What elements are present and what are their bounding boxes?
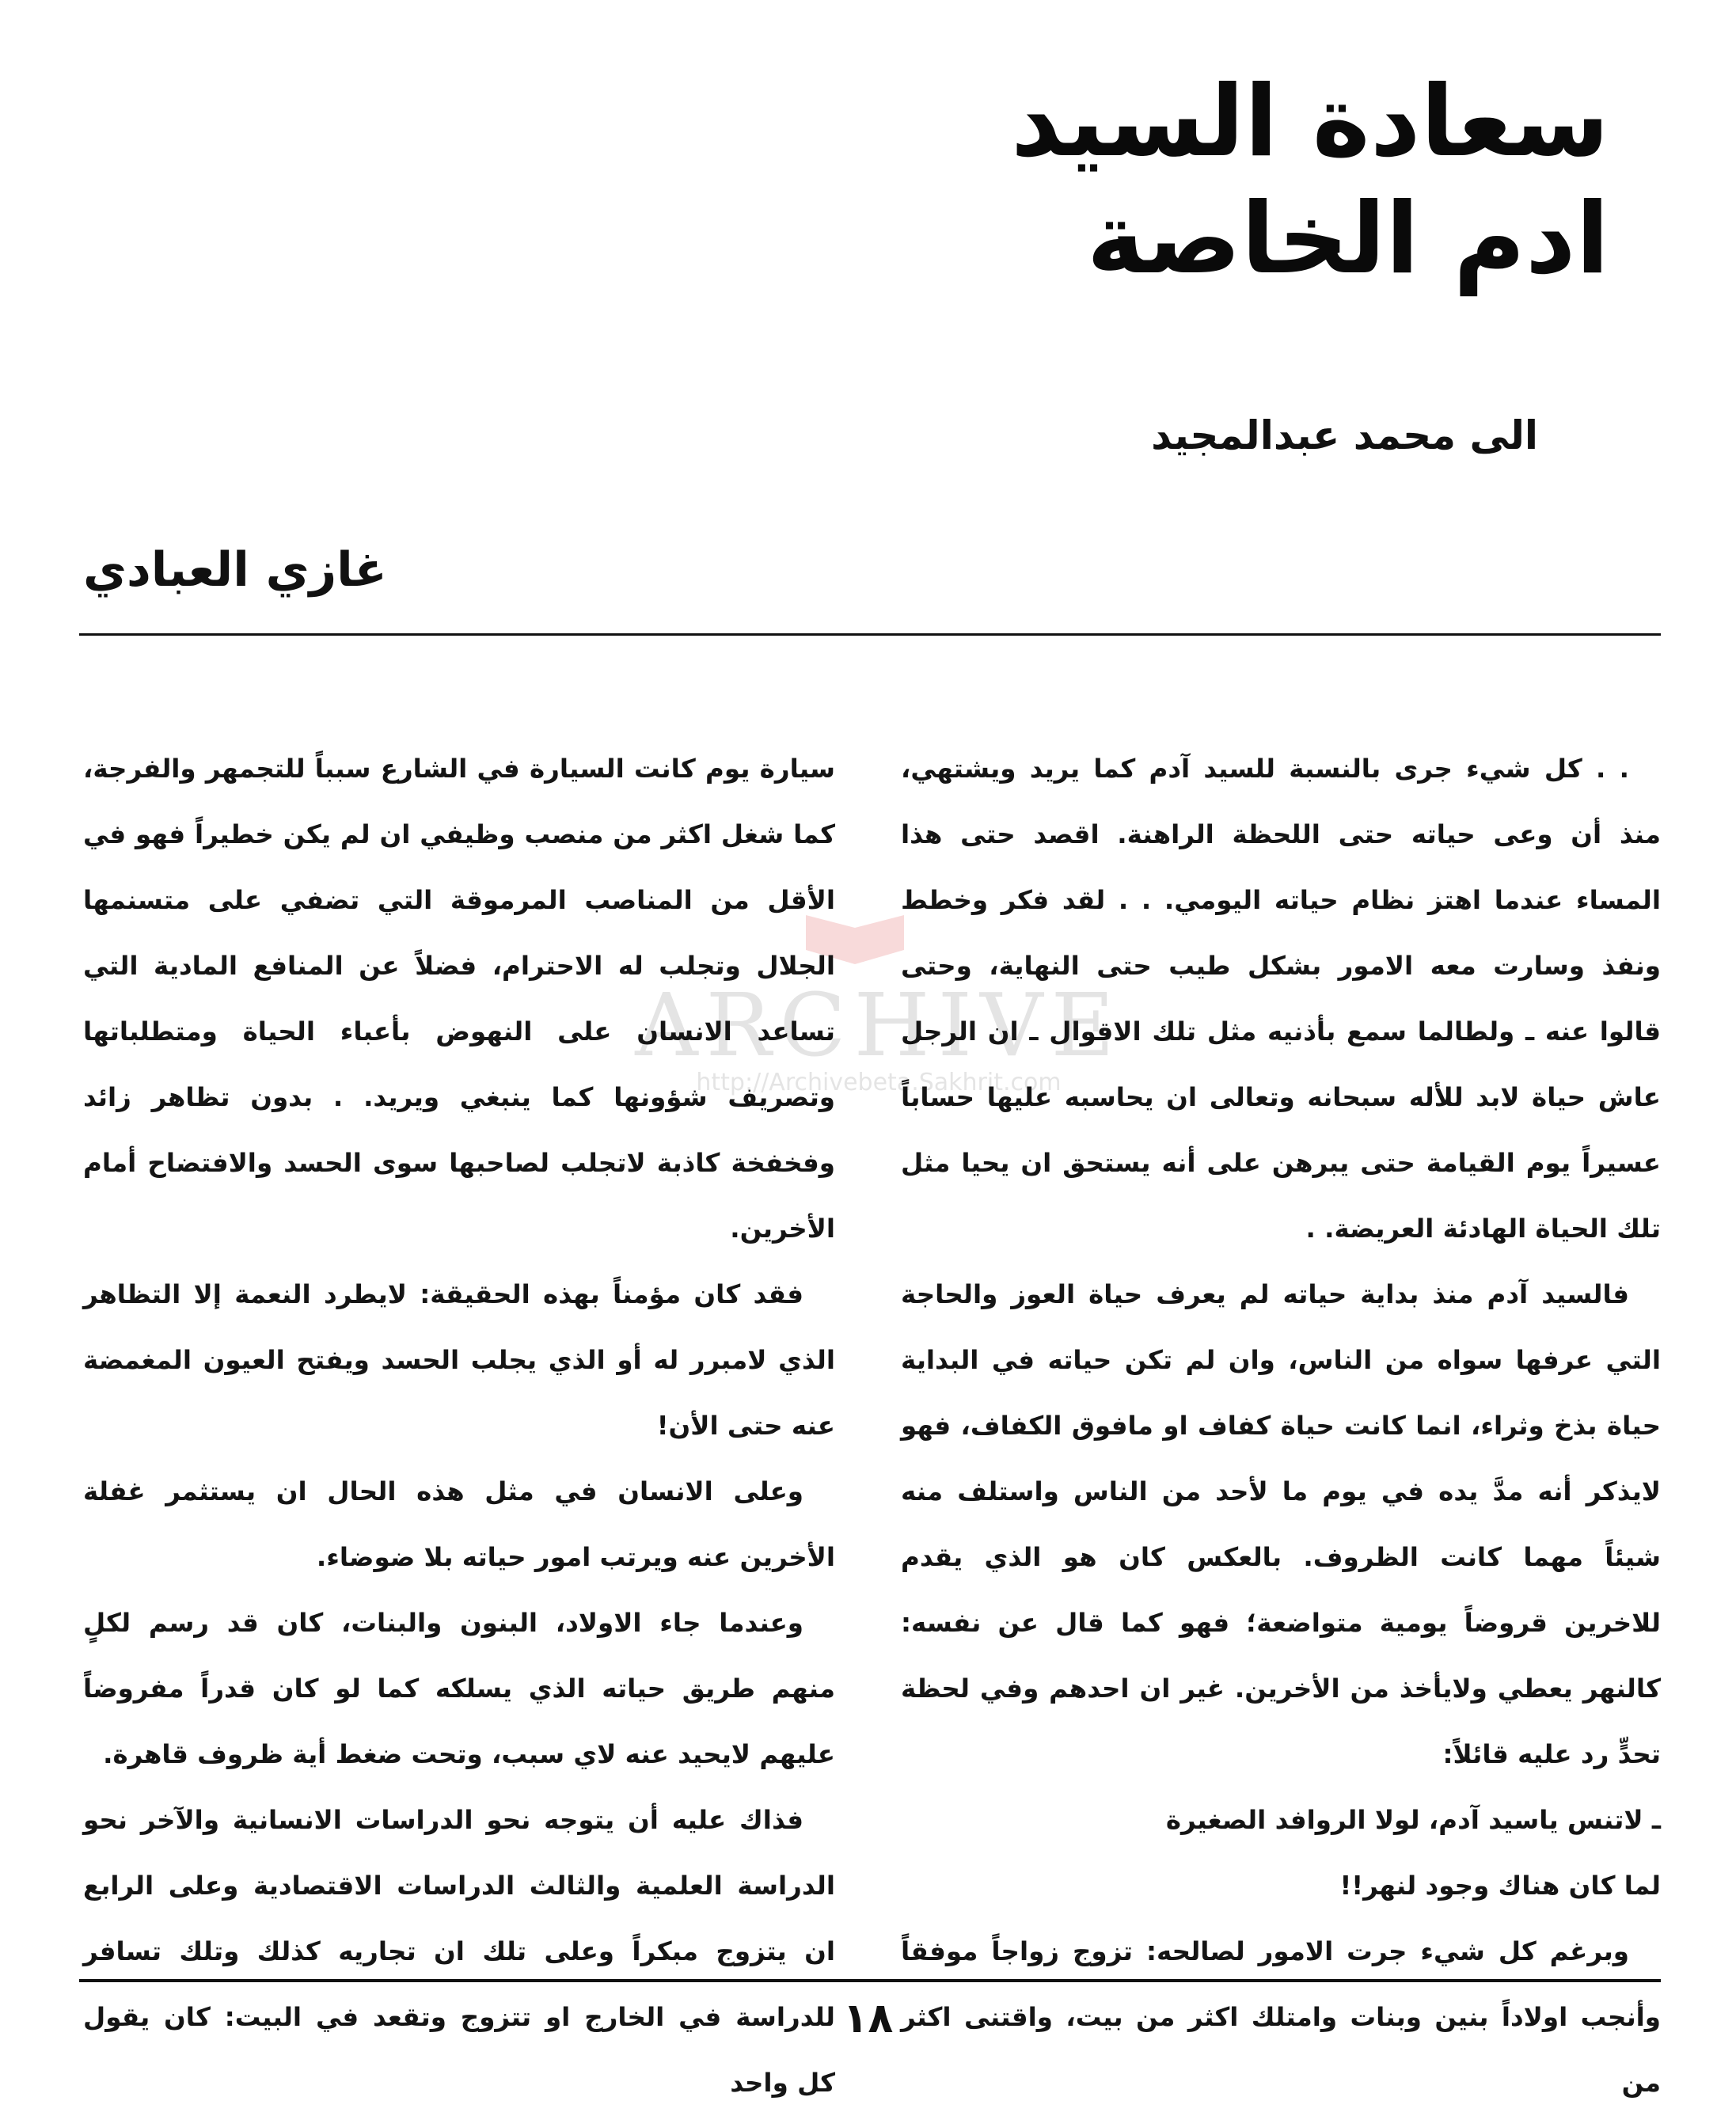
article-title (897, 63, 1609, 298)
footer-divider (79, 1979, 1661, 1982)
header-divider (79, 633, 1661, 636)
paragraph: . . كل شيء جرى بالنسبة للسيد آدم كما يريد ويشتهي، منذ أن وعى حياته حتى اللحظة الراهنة. اقصد حتى هذا المساء عندما اهتز نظام حياته اليومي. . . لقد فكر وخطط ونفذ وسارت معه الامور بشكل طيب حتى النهاية، وحتى قالوا عنه ـ ولطالما سمع بأذنيه مثل تلك الاقوال ـ ان الرجل عاش حياة لابد للأله سبحانه وتعالى ان يحاسبه عليها حساباً عسيراً يوم القيامة حتى يبرهن على أنه يستحق ان يحيا مثل تلك الحياة الهادئة العريضة. . (901, 754, 1661, 1244)
watermark-text: ARCHIVE (635, 974, 1123, 1076)
book-right-page (855, 915, 904, 964)
text-column-left (83, 736, 835, 2098)
paragraph: وبرغم كل شيء جرت الامور لصالحه: تزوج زواجاً موفقاً وأنجب اولاداً بنين وبنات وامتلك اكثر من بيت، واقتنى اكثر من (901, 1936, 1661, 2098)
article-title-line-2: ادم الخاصة (1086, 182, 1609, 296)
watermark-url: http://Archivebeta.Sakhrit.com (696, 1069, 1062, 1096)
author-name-text: غازي العبادي (83, 542, 387, 598)
author-name (83, 538, 796, 602)
dedication: الى محمد عبدالمجيد (1151, 412, 1538, 458)
text-column-right (901, 736, 1661, 2098)
paragraph: فالسيد آدم منذ بداية حياته لم يعرف حياة العوز والحاجة التي عرفها سواه من الناس، وان لم تكن حياته في البداية حياة بذخ وثراء، انما كانت حياة كفاف او مافوق الكفاف، فهو لايذكر أنه مدَّ يده في يوم ما لأحد من الناس واستلف منه شيئاً مهما كانت الظروف. بالعكس كان هو الذي يقدم للاخرين قروضاً يومية متواضعة؛ فهو كما قال عن نفسه: كالنهر يعطي ولايأخذ من الأخرين. غير ان احدهم وفي لحظة تحدٍّ رد عليه قائلاً: (901, 1279, 1661, 1769)
quote-line: ـ لاتنس ياسيد آدم، لولا الروافد الصغيرة (1165, 1805, 1661, 1835)
paragraph: سيارة يوم كانت السيارة في الشارع سبباً للتجمهر والفرجة، كما شغل اكثر من منصب وظيفي ان لم يكن خطيراً فهو في الأقل من المناصب المرموقة التي تضفي على متسنمها الجلال وتجلب له الاحترام، فضلاً عن المنافع المادية التي تساعد الانسان على النهوض بأعباء الحياة ومتطلباتها وتصريف شؤونها كما ينبغي ويريد. . بدون تظاهر زائد وفخفخة كاذبة لاتجلب لصاحبها سوى الحسد والافتضاح أمام الأخرين. (83, 754, 835, 1244)
quote-line: لما كان هناك وجود لنهر!! (1339, 1871, 1661, 1901)
paragraph: فقد كان مؤمناً بهذه الحقيقة: لايطرد النعمة إلا التظاهر الذي لامبرر له أو الذي يجلب الحسد ويفتح العيون المغمضة عنه حتى الأن! (83, 1279, 835, 1441)
article-title-line-1: سعادة السيد (1011, 65, 1609, 179)
paragraph: وعلى الانسان في مثل هذه الحال ان يستثمر غفلة الأخرين عنه ويرتب امور حياته بلا ضوضاء. (83, 1476, 835, 1572)
paragraph: فذاك عليه أن يتوجه نحو الدراسات الانسانية والآخر نحو الدراسة العلمية والثالث الدراسات الاقتصادية وعلى الرابع ان يتزوج مبكراً وعلى تلك ان تجاريه كذلك وتلك تسافر للدراسة في الخارج او تتزوج وتقعد في البيت: كان يقول كل واحد (83, 1805, 835, 2098)
paragraph: وعندما جاء الاولاد، البنون والبنات، كان قد رسم لكلٍ منهم طريق حياته الذي يسلكه كما لو كان قدراً مفروضاً عليهم لايحيد عنه لاي سبب، وتحت ضغط أية ظروف قاهرة. (83, 1608, 835, 1769)
page-number: ١٨ (842, 1995, 894, 2042)
